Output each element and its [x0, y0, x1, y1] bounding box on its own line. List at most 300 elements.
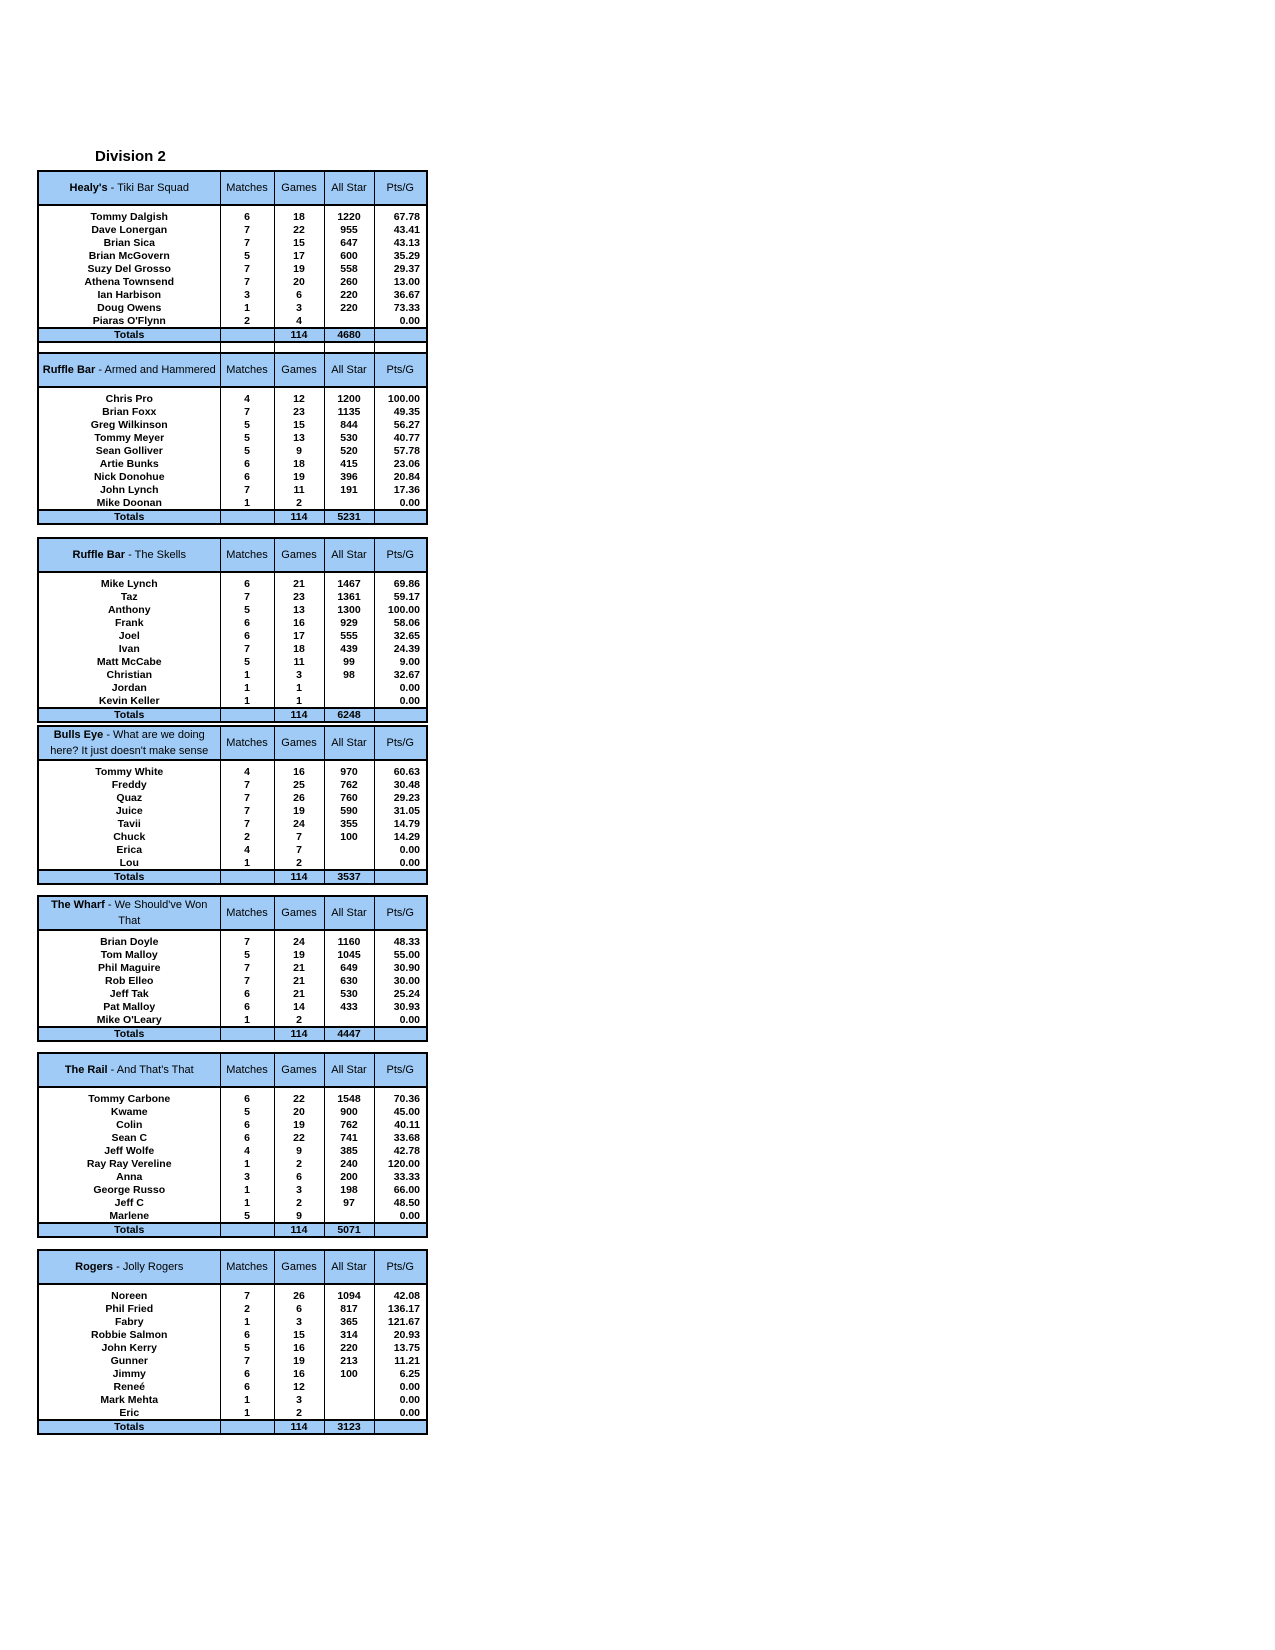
player-all-star: 630 [324, 974, 374, 987]
player-games: 23 [274, 590, 324, 603]
player-matches: 6 [220, 1131, 274, 1144]
player-name: Colin [38, 1118, 220, 1131]
player-all-star: 100 [324, 1367, 374, 1380]
player-matches: 1 [220, 1157, 274, 1170]
player-matches: 7 [220, 1289, 274, 1302]
player-games: 19 [274, 470, 324, 483]
all-star-header: All Star [324, 538, 374, 572]
player-games: 12 [274, 392, 324, 405]
player-row [38, 1354, 427, 1367]
player-matches: 7 [220, 590, 274, 603]
player-row [38, 642, 427, 655]
player-pts-per-game: 30.93 [374, 1000, 427, 1013]
player-pts-per-game: 31.05 [374, 804, 427, 817]
player-row [38, 668, 427, 681]
player-name: Frank [38, 616, 220, 629]
player-all-star: 1200 [324, 392, 374, 405]
player-matches: 4 [220, 1144, 274, 1157]
totals-games: 114 [274, 870, 324, 884]
player-row [38, 1092, 427, 1105]
player-all-star [324, 843, 374, 856]
player-matches: 2 [220, 314, 274, 328]
player-all-star [324, 314, 374, 328]
player-pts-per-game: 30.48 [374, 778, 427, 791]
player-games: 3 [274, 1315, 324, 1328]
player-matches: 2 [220, 830, 274, 843]
player-pts-per-game: 60.63 [374, 765, 427, 778]
player-name: Doug Owens [38, 301, 220, 314]
player-all-star: 647 [324, 236, 374, 249]
player-matches: 7 [220, 791, 274, 804]
player-pts-per-game: 13.75 [374, 1341, 427, 1354]
player-games: 19 [274, 1354, 324, 1367]
player-pts-per-game: 32.67 [374, 668, 427, 681]
totals-all-star: 5071 [324, 1223, 374, 1237]
player-row [38, 935, 427, 948]
player-all-star: 433 [324, 1000, 374, 1013]
totals-row [38, 510, 427, 524]
matches-header: Matches [220, 726, 274, 760]
player-games: 1 [274, 681, 324, 694]
player-row [38, 483, 427, 496]
player-pts-per-game: 55.00 [374, 948, 427, 961]
player-name: Christian [38, 668, 220, 681]
player-all-star: 1467 [324, 577, 374, 590]
player-games: 11 [274, 483, 324, 496]
player-games: 26 [274, 1289, 324, 1302]
totals-all-star: 3123 [324, 1420, 374, 1434]
games-header: Games [274, 171, 324, 205]
player-matches: 5 [220, 444, 274, 457]
team-table [37, 537, 428, 723]
player-matches: 7 [220, 935, 274, 948]
player-pts-per-game: 23.06 [374, 457, 427, 470]
player-all-star [324, 1209, 374, 1223]
team-name-header [38, 726, 220, 760]
player-pts-per-game: 0.00 [374, 1393, 427, 1406]
player-row [38, 1406, 427, 1420]
player-matches: 7 [220, 405, 274, 418]
player-row [38, 1367, 427, 1380]
player-games: 7 [274, 843, 324, 856]
player-row [38, 817, 427, 830]
player-all-star: 97 [324, 1196, 374, 1209]
pts-per-game-header: Pts/G [374, 726, 427, 760]
player-row [38, 603, 427, 616]
player-games: 13 [274, 603, 324, 616]
team-nickname: - We Should've Won That [104, 899, 208, 927]
totals-row [38, 1223, 427, 1237]
player-name: Freddy [38, 778, 220, 791]
player-games: 16 [274, 765, 324, 778]
player-matches: 6 [220, 210, 274, 223]
team-bar-name: Bulls Eye [53, 729, 104, 741]
player-matches: 6 [220, 1000, 274, 1013]
player-games: 18 [274, 457, 324, 470]
player-pts-per-game: 0.00 [374, 314, 427, 328]
player-name: Erica [38, 843, 220, 856]
totals-row [38, 708, 427, 722]
player-row [38, 405, 427, 418]
player-pts-per-game: 0.00 [374, 681, 427, 694]
player-games: 9 [274, 1144, 324, 1157]
player-name: Artie Bunks [38, 457, 220, 470]
totals-label: Totals [38, 1223, 220, 1237]
player-pts-per-game: 17.36 [374, 483, 427, 496]
player-all-star: 220 [324, 288, 374, 301]
player-name: Greg Wilkinson [38, 418, 220, 431]
player-all-star: 1220 [324, 210, 374, 223]
player-pts-per-game: 14.79 [374, 817, 427, 830]
player-games: 3 [274, 1393, 324, 1406]
player-matches: 6 [220, 1092, 274, 1105]
player-all-star: 900 [324, 1105, 374, 1118]
matches-header: Matches [220, 1250, 274, 1284]
player-pts-per-game: 49.35 [374, 405, 427, 418]
player-all-star: 396 [324, 470, 374, 483]
player-all-star: 1094 [324, 1289, 374, 1302]
player-name: Tavii [38, 817, 220, 830]
totals-all-star: 6248 [324, 708, 374, 722]
player-games: 21 [274, 577, 324, 590]
team-name-header [38, 1053, 220, 1087]
team-bar-name: Ruffle Bar [42, 364, 96, 376]
player-row [38, 974, 427, 987]
player-row [38, 948, 427, 961]
player-name: Sean C [38, 1131, 220, 1144]
player-row [38, 961, 427, 974]
player-pts-per-game: 0.00 [374, 843, 427, 856]
player-pts-per-game: 0.00 [374, 856, 427, 870]
player-all-star [324, 1393, 374, 1406]
player-name: Lou [38, 856, 220, 870]
player-all-star: 1361 [324, 590, 374, 603]
player-all-star: 100 [324, 830, 374, 843]
player-pts-per-game: 0.00 [374, 1380, 427, 1393]
player-matches: 1 [220, 1315, 274, 1328]
player-name: Kwame [38, 1105, 220, 1118]
team-bar-name: Rogers [75, 1261, 114, 1273]
games-header: Games [274, 353, 324, 387]
player-games: 17 [274, 629, 324, 642]
totals-row [38, 1420, 427, 1434]
player-matches: 4 [220, 392, 274, 405]
team-table [37, 1249, 428, 1435]
player-row [38, 1183, 427, 1196]
player-name: Kevin Keller [38, 694, 220, 708]
player-row [38, 1131, 427, 1144]
pts-per-game-header: Pts/G [374, 171, 427, 205]
player-games: 9 [274, 1209, 324, 1223]
player-name: Rob Elleo [38, 974, 220, 987]
player-games: 22 [274, 1131, 324, 1144]
totals-label: Totals [38, 708, 220, 722]
player-pts-per-game: 6.25 [374, 1367, 427, 1380]
player-all-star: 520 [324, 444, 374, 457]
player-name: Noreen [38, 1289, 220, 1302]
player-pts-per-game: 43.41 [374, 223, 427, 236]
player-all-star: 200 [324, 1170, 374, 1183]
player-row [38, 288, 427, 301]
all-star-header: All Star [324, 896, 374, 930]
player-matches: 5 [220, 431, 274, 444]
totals-label: Totals [38, 510, 220, 524]
player-name: Ray Ray Vereline [38, 1157, 220, 1170]
player-name: Piaras O'Flynn [38, 314, 220, 328]
player-row [38, 1105, 427, 1118]
player-pts-per-game: 0.00 [374, 1013, 427, 1027]
player-name: Tom Malloy [38, 948, 220, 961]
player-matches: 6 [220, 457, 274, 470]
player-matches: 6 [220, 1367, 274, 1380]
player-games: 18 [274, 210, 324, 223]
player-all-star: 99 [324, 655, 374, 668]
player-games: 19 [274, 262, 324, 275]
player-row [38, 681, 427, 694]
player-matches: 6 [220, 470, 274, 483]
player-all-star [324, 681, 374, 694]
team-nickname: - Tiki Bar Squad [107, 182, 189, 194]
player-games: 22 [274, 1092, 324, 1105]
matches-header: Matches [220, 538, 274, 572]
player-matches: 3 [220, 288, 274, 301]
player-games: 12 [274, 1380, 324, 1393]
team-name-header [38, 896, 220, 930]
team-name-header [38, 353, 220, 387]
player-row [38, 431, 427, 444]
player-row [38, 765, 427, 778]
player-games: 3 [274, 301, 324, 314]
player-matches: 7 [220, 483, 274, 496]
player-matches: 1 [220, 694, 274, 708]
player-all-star: 1160 [324, 935, 374, 948]
player-name: Phil Maguire [38, 961, 220, 974]
player-matches: 7 [220, 817, 274, 830]
player-all-star: 530 [324, 987, 374, 1000]
player-name: Suzy Del Grosso [38, 262, 220, 275]
player-matches: 1 [220, 1183, 274, 1196]
player-all-star: 760 [324, 791, 374, 804]
player-matches: 1 [220, 1406, 274, 1420]
player-matches: 2 [220, 1302, 274, 1315]
player-all-star: 762 [324, 778, 374, 791]
player-games: 2 [274, 496, 324, 510]
pts-per-game-header: Pts/G [374, 1250, 427, 1284]
player-games: 16 [274, 1367, 324, 1380]
player-games: 7 [274, 830, 324, 843]
player-pts-per-game: 40.11 [374, 1118, 427, 1131]
player-pts-per-game: 33.33 [374, 1170, 427, 1183]
player-row [38, 223, 427, 236]
totals-all-star: 4680 [324, 328, 374, 342]
player-all-star: 741 [324, 1131, 374, 1144]
player-all-star: 555 [324, 629, 374, 642]
player-pts-per-game: 121.67 [374, 1315, 427, 1328]
player-games: 15 [274, 236, 324, 249]
all-star-header: All Star [324, 171, 374, 205]
player-pts-per-game: 42.08 [374, 1289, 427, 1302]
player-all-star: 213 [324, 1354, 374, 1367]
team-table [37, 352, 428, 525]
player-name: Chuck [38, 830, 220, 843]
team-nickname: - The Skells [125, 549, 186, 561]
player-row [38, 577, 427, 590]
player-all-star: 220 [324, 1341, 374, 1354]
player-games: 18 [274, 642, 324, 655]
player-games: 21 [274, 961, 324, 974]
player-name: Jeff Wolfe [38, 1144, 220, 1157]
player-row [38, 694, 427, 708]
player-all-star: 198 [324, 1183, 374, 1196]
player-games: 21 [274, 987, 324, 1000]
player-all-star: 365 [324, 1315, 374, 1328]
player-pts-per-game: 14.29 [374, 830, 427, 843]
player-name: John Kerry [38, 1341, 220, 1354]
player-matches: 7 [220, 804, 274, 817]
player-row [38, 1315, 427, 1328]
player-pts-per-game: 35.29 [374, 249, 427, 262]
player-matches: 7 [220, 961, 274, 974]
player-name: Phil Fried [38, 1302, 220, 1315]
pts-per-game-header: Pts/G [374, 538, 427, 572]
team-nickname: - What are we doing here? It just doesn't make sense [50, 729, 209, 757]
player-matches: 5 [220, 603, 274, 616]
player-name: Jeff Tak [38, 987, 220, 1000]
player-name: Matt McCabe [38, 655, 220, 668]
player-all-star: 844 [324, 418, 374, 431]
team-table [37, 895, 428, 1042]
player-row [38, 629, 427, 642]
player-row [38, 791, 427, 804]
player-matches: 6 [220, 629, 274, 642]
player-games: 2 [274, 1013, 324, 1027]
player-all-star [324, 1380, 374, 1393]
player-games: 1 [274, 694, 324, 708]
player-all-star [324, 496, 374, 510]
all-star-header: All Star [324, 726, 374, 760]
player-name: Tommy Meyer [38, 431, 220, 444]
player-all-star: 260 [324, 275, 374, 288]
player-pts-per-game: 30.90 [374, 961, 427, 974]
player-all-star: 600 [324, 249, 374, 262]
player-all-star: 385 [324, 1144, 374, 1157]
player-games: 25 [274, 778, 324, 791]
player-all-star: 558 [324, 262, 374, 275]
player-pts-per-game: 20.84 [374, 470, 427, 483]
player-pts-per-game: 48.50 [374, 1196, 427, 1209]
team-header-row [38, 538, 427, 572]
player-matches: 1 [220, 1393, 274, 1406]
totals-row [38, 1027, 427, 1041]
player-name: Brian Sica [38, 236, 220, 249]
player-row [38, 210, 427, 223]
player-pts-per-game: 13.00 [374, 275, 427, 288]
player-matches: 6 [220, 987, 274, 1000]
player-pts-per-game: 100.00 [374, 603, 427, 616]
player-matches: 1 [220, 1013, 274, 1027]
games-header: Games [274, 1053, 324, 1087]
totals-all-star: 5231 [324, 510, 374, 524]
team-name-header [38, 1250, 220, 1284]
player-pts-per-game: 20.93 [374, 1328, 427, 1341]
player-name: Nick Donohue [38, 470, 220, 483]
player-matches: 5 [220, 418, 274, 431]
player-all-star: 649 [324, 961, 374, 974]
player-row [38, 590, 427, 603]
player-name: Mike Lynch [38, 577, 220, 590]
player-row [38, 249, 427, 262]
player-pts-per-game: 29.23 [374, 791, 427, 804]
games-header: Games [274, 726, 324, 760]
player-all-star: 98 [324, 668, 374, 681]
matches-header: Matches [220, 896, 274, 930]
player-games: 16 [274, 616, 324, 629]
player-pts-per-game: 9.00 [374, 655, 427, 668]
totals-games: 114 [274, 328, 324, 342]
player-name: John Lynch [38, 483, 220, 496]
player-row [38, 1341, 427, 1354]
totals-label: Totals [38, 870, 220, 884]
player-matches: 7 [220, 778, 274, 791]
player-all-star: 191 [324, 483, 374, 496]
player-matches: 7 [220, 262, 274, 275]
player-games: 15 [274, 1328, 324, 1341]
player-matches: 1 [220, 496, 274, 510]
team-header-row [38, 1053, 427, 1087]
player-games: 3 [274, 668, 324, 681]
player-pts-per-game: 32.65 [374, 629, 427, 642]
player-matches: 7 [220, 1354, 274, 1367]
player-matches: 6 [220, 1118, 274, 1131]
player-name: Brian Foxx [38, 405, 220, 418]
player-games: 15 [274, 418, 324, 431]
player-pts-per-game: 24.39 [374, 642, 427, 655]
division-title: Division 2 [95, 148, 166, 165]
totals-games: 114 [274, 1420, 324, 1434]
player-row [38, 457, 427, 470]
player-all-star [324, 1406, 374, 1420]
totals-all-star: 3537 [324, 870, 374, 884]
player-name: Gunner [38, 1354, 220, 1367]
all-star-header: All Star [324, 1053, 374, 1087]
player-games: 6 [274, 1170, 324, 1183]
player-row [38, 1144, 427, 1157]
player-all-star: 1045 [324, 948, 374, 961]
player-row [38, 616, 427, 629]
team-header-row [38, 896, 427, 930]
games-header: Games [274, 1250, 324, 1284]
player-pts-per-game: 45.00 [374, 1105, 427, 1118]
player-games: 2 [274, 856, 324, 870]
player-name: Fabry [38, 1315, 220, 1328]
player-name: Jimmy [38, 1367, 220, 1380]
player-matches: 1 [220, 856, 274, 870]
player-all-star: 970 [324, 765, 374, 778]
player-pts-per-game: 0.00 [374, 694, 427, 708]
totals-row [38, 870, 427, 884]
player-pts-per-game: 48.33 [374, 935, 427, 948]
matches-header: Matches [220, 1053, 274, 1087]
games-header: Games [274, 896, 324, 930]
player-name: Ian Harbison [38, 288, 220, 301]
player-games: 26 [274, 791, 324, 804]
team-nickname: - Armed and Hammered [95, 364, 216, 376]
player-pts-per-game: 59.17 [374, 590, 427, 603]
player-row [38, 301, 427, 314]
player-games: 16 [274, 1341, 324, 1354]
player-games: 14 [274, 1000, 324, 1013]
team-bar-name: The Rail [64, 1064, 108, 1076]
